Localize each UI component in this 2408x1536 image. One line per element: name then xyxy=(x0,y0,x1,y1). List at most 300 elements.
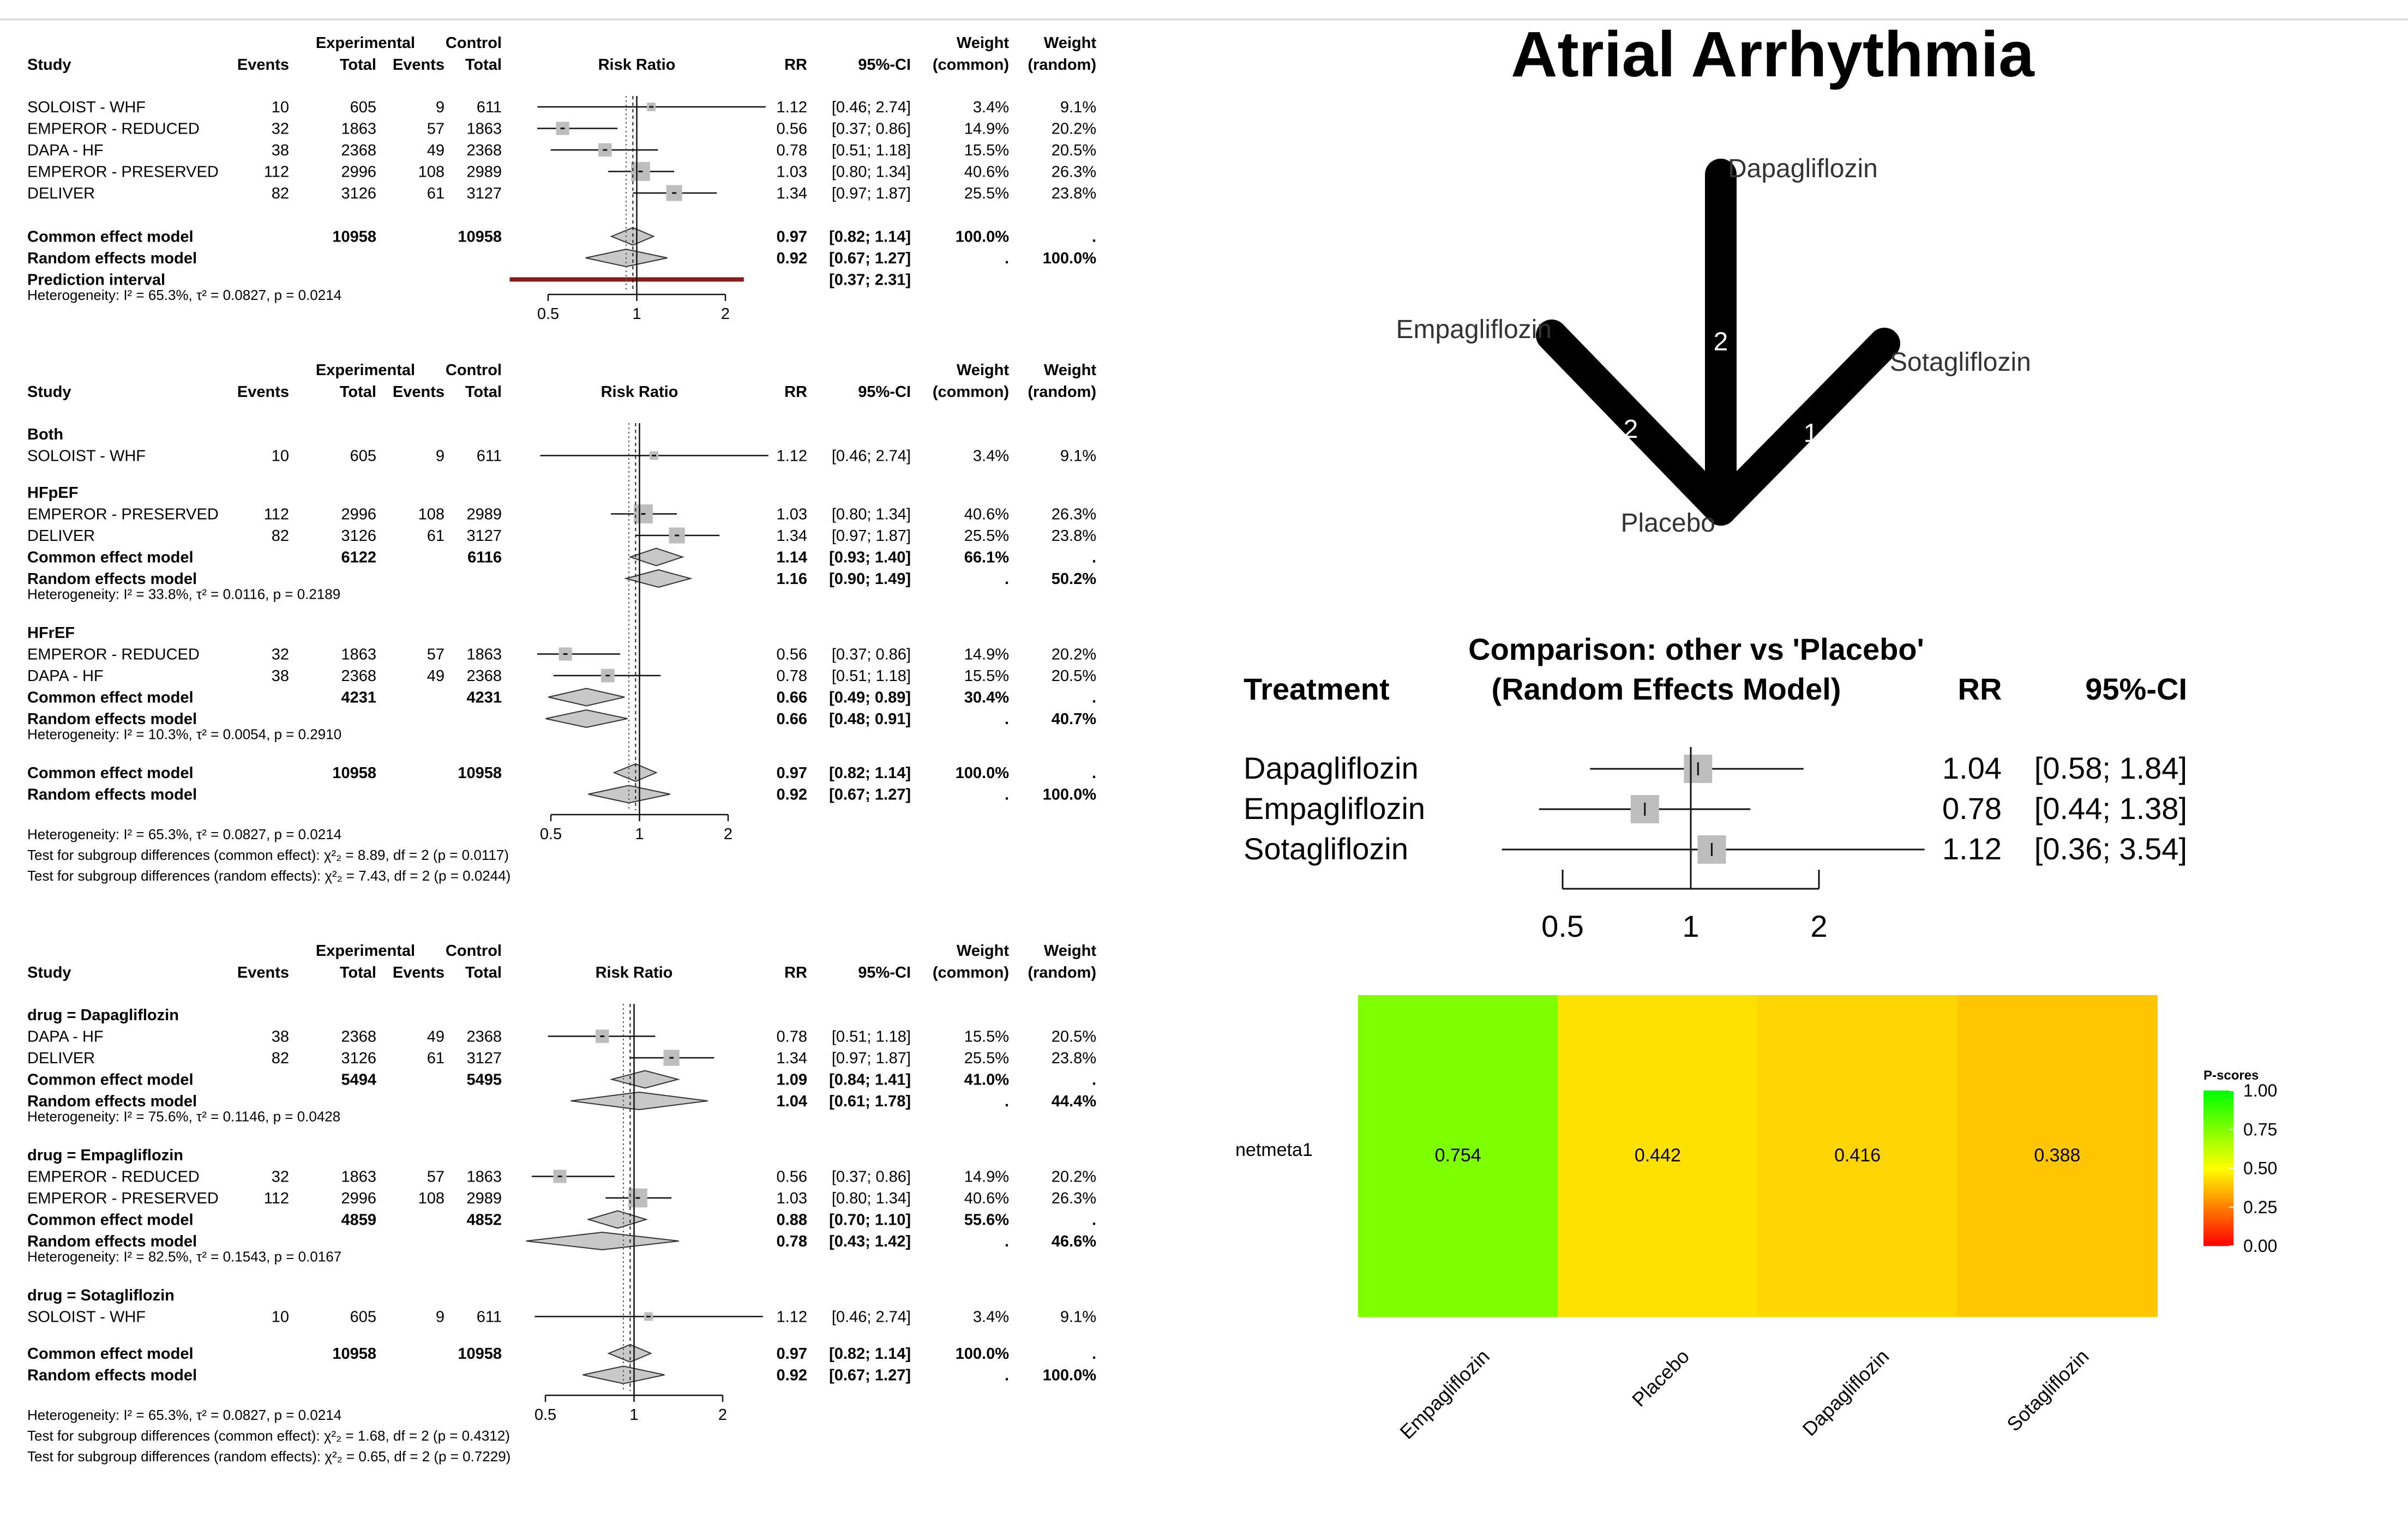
common-diamond xyxy=(612,1071,678,1088)
rr-value: 0.92 xyxy=(776,250,807,267)
nma-axis-tick-label: 1 xyxy=(1682,909,1700,943)
weight-common-value: . xyxy=(1004,1366,1009,1384)
x-axis-tick-label: 2 xyxy=(723,826,733,843)
ci-value: [0.93; 1.40] xyxy=(829,549,911,567)
rr-value: 1.34 xyxy=(776,1050,807,1067)
weight-random-value: 23.8% xyxy=(1051,185,1096,202)
exp-events: 32 xyxy=(271,646,289,664)
ci-value: [0.37; 0.86] xyxy=(831,646,911,664)
rr-value: 1.03 xyxy=(776,505,807,523)
header-weight-common: Weight xyxy=(956,942,1009,960)
common-label: Common effect model xyxy=(27,1345,194,1363)
ctrl-total: 611 xyxy=(476,1308,502,1326)
weight-common-value: 100.0% xyxy=(955,228,1009,246)
header-common: (common) xyxy=(932,964,1009,981)
ci-value: [0.67; 1.27] xyxy=(829,1366,911,1384)
study-label: DAPA - HF xyxy=(27,142,104,159)
prediction-label: Prediction interval xyxy=(27,271,166,289)
header-exp-events: Events xyxy=(237,383,289,401)
header-ci: 95%-CI xyxy=(858,56,911,74)
ctrl-events: 108 xyxy=(418,1190,445,1207)
random-label: Random effects model xyxy=(27,1366,197,1384)
exp-total: 605 xyxy=(350,99,376,116)
legend-tick-label: 0.75 xyxy=(2243,1119,2278,1140)
ci-value: [0.80; 1.34] xyxy=(831,505,911,523)
ci-value: [0.61; 1.78] xyxy=(829,1093,911,1110)
ctrl-total: 6116 xyxy=(467,549,502,567)
weight-common-value: 25.5% xyxy=(964,527,1009,545)
weight-random-value: 9.1% xyxy=(1060,447,1096,465)
subgroup-heterogeneity: Heterogeneity: I² = 33.8%, τ² = 0.0116, p = 0.2189 xyxy=(27,586,341,603)
random-diamond xyxy=(571,1092,708,1110)
exp-total: 2368 xyxy=(341,667,376,685)
nma-forest-plot xyxy=(1244,632,2187,943)
ctrl-total: 611 xyxy=(476,99,502,116)
edge-study-count: 2 xyxy=(1713,327,1728,357)
nma-rr-value: 1.12 xyxy=(1942,832,2002,866)
weight-random-value: 20.2% xyxy=(1051,646,1096,664)
header-ctrl-total: Total xyxy=(465,56,502,74)
ci-value: [0.43; 1.42] xyxy=(829,1233,911,1250)
footer-text-2: Test for subgroup differences (random effects): χ²₂ = 0.65, df = 2 (p = 0.7229) xyxy=(27,1448,511,1465)
nma-col-treatment: Treatment xyxy=(1244,672,1390,706)
network-edge xyxy=(1721,344,1884,510)
weight-random-value: 44.4% xyxy=(1051,1093,1096,1110)
header-control: Control xyxy=(445,34,502,52)
weight-common-value: . xyxy=(1004,570,1009,588)
rr-value: 1.03 xyxy=(776,1190,807,1207)
header-control: Control xyxy=(445,942,502,960)
prediction-interval-bar xyxy=(509,278,743,282)
ctrl-events: 9 xyxy=(435,447,445,465)
nma-treatment-label: Sotagliflozin xyxy=(1244,832,1408,866)
study-label: SOLOIST - WHF xyxy=(27,1308,146,1326)
rr-value: 1.34 xyxy=(776,185,807,202)
ci-value: [0.46; 2.74] xyxy=(831,1308,911,1326)
exp-total: 2368 xyxy=(341,1028,376,1046)
weight-random-value: 20.5% xyxy=(1051,667,1096,685)
nma-rr-value: 1.04 xyxy=(1942,751,2002,785)
ci-value: [0.82; 1.14] xyxy=(829,1345,911,1363)
rr-value: 1.12 xyxy=(776,99,807,116)
weight-random-value: 26.3% xyxy=(1051,1190,1096,1207)
exp-total: 10958 xyxy=(332,764,376,782)
exp-events: 38 xyxy=(271,142,289,159)
weight-random-value: 20.2% xyxy=(1051,1168,1096,1186)
prediction-ci: [0.37; 2.31] xyxy=(829,271,911,289)
weight-common-value: 30.4% xyxy=(964,689,1009,707)
nma-col-ci: 95%-CI xyxy=(2085,672,2187,706)
common-label: Common effect model xyxy=(27,689,194,707)
forest-plot-hf-subgroup xyxy=(27,362,1096,884)
header-risk-ratio: Risk Ratio xyxy=(595,964,673,981)
exp-total: 6122 xyxy=(341,549,376,567)
ci-value: [0.97; 1.87] xyxy=(831,185,911,202)
ci-value: [0.46; 2.74] xyxy=(831,447,911,465)
header-exp-total: Total xyxy=(339,383,376,401)
rr-value: 0.88 xyxy=(776,1211,807,1229)
rr-value: 0.56 xyxy=(776,646,807,664)
ctrl-total: 1863 xyxy=(466,1168,502,1186)
weight-common-value: 14.9% xyxy=(964,1168,1009,1186)
exp-events: 112 xyxy=(263,1190,289,1207)
header-exp-total: Total xyxy=(339,56,376,74)
study-label: EMPEROR - PRESERVED xyxy=(27,505,219,523)
heatmap-column-label: Sotagliflozin xyxy=(2002,1345,2093,1436)
weight-random-value: . xyxy=(1091,228,1096,246)
weight-common-value: 25.5% xyxy=(964,185,1009,202)
study-label: EMPEROR - REDUCED xyxy=(27,646,200,664)
weight-common-value: 40.6% xyxy=(964,1190,1009,1207)
exp-events: 82 xyxy=(271,1050,289,1067)
random-diamond xyxy=(545,710,627,727)
nma-rr-value: 0.78 xyxy=(1942,791,2002,826)
exp-events: 10 xyxy=(271,447,289,465)
header-rr: RR xyxy=(784,56,807,74)
edge-study-count: 1 xyxy=(1803,419,1818,448)
ctrl-events: 49 xyxy=(427,667,445,685)
rr-value: 0.56 xyxy=(776,1168,807,1186)
ci-value: [0.82; 1.14] xyxy=(829,228,911,246)
nma-col-rr: RR xyxy=(1957,672,2002,706)
study-label: DELIVER xyxy=(27,1050,95,1067)
exp-events: 112 xyxy=(263,163,289,181)
header-control: Control xyxy=(445,362,502,379)
rr-value: 1.12 xyxy=(776,447,807,465)
ctrl-events: 9 xyxy=(435,99,445,116)
header-exp-total: Total xyxy=(339,964,376,981)
header-rr: RR xyxy=(784,383,807,401)
subgroup-heading: Both xyxy=(27,426,64,443)
rr-value: 0.56 xyxy=(776,120,807,138)
ctrl-total: 10958 xyxy=(458,764,502,782)
exp-events: 32 xyxy=(271,120,289,138)
weight-common-value: 15.5% xyxy=(964,142,1009,159)
common-diamond xyxy=(548,689,624,706)
weight-common-value: 14.9% xyxy=(964,120,1009,138)
weight-random-value: 100.0% xyxy=(1042,1366,1096,1384)
heatmap-cell-value: 0.388 xyxy=(2034,1145,2081,1166)
rr-value: 0.78 xyxy=(776,1233,807,1250)
weight-common-value: . xyxy=(1004,786,1009,804)
exp-total: 5494 xyxy=(341,1071,376,1089)
ctrl-total: 2368 xyxy=(466,142,502,159)
subgroup-heading: drug = Sotagliflozin xyxy=(27,1287,175,1304)
ctrl-total: 3127 xyxy=(466,527,502,545)
ci-value: [0.37; 0.86] xyxy=(831,1168,911,1186)
ci-value: [0.80; 1.34] xyxy=(831,163,911,181)
common-diamond xyxy=(630,549,682,566)
weight-common-value: . xyxy=(1004,250,1009,267)
exp-total: 3126 xyxy=(341,527,376,545)
header-study: Study xyxy=(27,383,71,401)
weight-common-value: 100.0% xyxy=(955,764,1009,782)
study-label: DAPA - HF xyxy=(27,1028,104,1046)
legend-tick-label: 0.25 xyxy=(2243,1197,2278,1217)
exp-total: 4231 xyxy=(341,689,376,707)
weight-random-value: 50.2% xyxy=(1051,570,1096,588)
rr-value: 0.78 xyxy=(776,142,807,159)
weight-common-value: 100.0% xyxy=(955,1345,1009,1363)
weight-random-value: 40.7% xyxy=(1051,710,1096,728)
weight-random-value: . xyxy=(1091,1211,1096,1229)
heatmap-column-label: Placebo xyxy=(1628,1345,1694,1411)
ctrl-events: 49 xyxy=(427,142,445,159)
weight-random-value: 20.2% xyxy=(1051,120,1096,138)
subgroup-heterogeneity: Heterogeneity: I² = 82.5%, τ² = 0.1543, p = 0.0167 xyxy=(27,1248,342,1265)
header-experimental: Experimental xyxy=(315,34,416,52)
ctrl-events: 108 xyxy=(418,505,445,523)
header-experimental: Experimental xyxy=(315,942,416,960)
study-label: EMPEROR - PRESERVED xyxy=(27,163,219,181)
rr-value: 0.92 xyxy=(776,786,807,804)
legend-colorbar xyxy=(2203,1091,2233,1246)
common-label: Common effect model xyxy=(27,1211,194,1229)
x-axis-tick-label: 1 xyxy=(635,826,644,843)
rr-value: 1.09 xyxy=(776,1071,807,1089)
exp-total: 4859 xyxy=(341,1211,376,1229)
weight-common-value: 15.5% xyxy=(964,667,1009,685)
heatmap-cell-value: 0.442 xyxy=(1634,1145,1681,1166)
ctrl-total: 4231 xyxy=(466,689,502,707)
network-node-label: Empagliflozin xyxy=(1396,315,1552,344)
nma-title: Comparison: other vs 'Placebo' xyxy=(1468,632,1924,666)
heterogeneity-text: Heterogeneity: I² = 65.3%, τ² = 0.0827, p = 0.0214 xyxy=(27,287,342,303)
exp-events: 82 xyxy=(271,527,289,545)
weight-random-value: 46.6% xyxy=(1051,1233,1096,1250)
ci-value: [0.49; 0.89] xyxy=(829,689,911,707)
random-diamond xyxy=(526,1232,679,1250)
study-label: DAPA - HF xyxy=(27,667,104,685)
header-common: (common) xyxy=(932,56,1009,74)
header-weight-common: Weight xyxy=(956,34,1009,52)
heatmap-column-label: Empagliflozin xyxy=(1395,1345,1494,1444)
ctrl-total: 2989 xyxy=(466,505,502,523)
edge-study-count: 2 xyxy=(1623,415,1638,444)
ctrl-events: 57 xyxy=(427,1168,445,1186)
weight-common-value: . xyxy=(1004,1093,1009,1110)
rr-value: 1.14 xyxy=(776,549,807,567)
header-ci: 95%-CI xyxy=(858,383,911,401)
ci-value: [0.51; 1.18] xyxy=(831,1028,911,1046)
weight-random-value: . xyxy=(1091,549,1096,567)
subgroup-heading: HFpEF xyxy=(27,484,79,502)
ctrl-events: 9 xyxy=(435,1308,445,1326)
weight-common-value: 3.4% xyxy=(972,99,1009,116)
weight-random-value: 100.0% xyxy=(1042,250,1096,267)
nma-treatment-label: Dapagliflozin xyxy=(1244,751,1419,785)
weight-random-value: 23.8% xyxy=(1051,1050,1096,1067)
exp-total: 605 xyxy=(350,1308,376,1326)
header-risk-ratio: Risk Ratio xyxy=(601,383,678,401)
header-exp-events: Events xyxy=(237,964,289,981)
rr-value: 0.92 xyxy=(776,1366,807,1384)
header-risk-ratio: Risk Ratio xyxy=(598,56,676,74)
weight-common-value: 66.1% xyxy=(964,549,1009,567)
network-node-label: Dapagliflozin xyxy=(1728,154,1878,183)
exp-total: 1863 xyxy=(341,1168,376,1186)
header-rr: RR xyxy=(784,964,807,981)
ctrl-total: 10958 xyxy=(458,228,502,246)
weight-random-value: . xyxy=(1091,1345,1096,1363)
ctrl-total: 2368 xyxy=(466,1028,502,1046)
rr-value: 0.66 xyxy=(776,710,807,728)
weight-random-value: . xyxy=(1091,1071,1096,1089)
exp-events: 82 xyxy=(271,185,289,202)
header-weight-random: Weight xyxy=(1043,942,1096,960)
x-axis-tick-label: 1 xyxy=(632,305,641,323)
subgroup-heading: drug = Empagliflozin xyxy=(27,1147,183,1164)
legend-title: P-scores xyxy=(2203,1068,2259,1083)
ctrl-total: 2989 xyxy=(466,163,502,181)
footer-text-2: Test for subgroup differences (random effects): χ²₂ = 7.43, df = 2 (p = 0.0244) xyxy=(27,868,511,884)
exp-events: 10 xyxy=(271,99,289,116)
weight-random-value: 9.1% xyxy=(1060,99,1096,116)
heatmap-cell-value: 0.416 xyxy=(1834,1145,1881,1166)
nma-ci-value: [0.44; 1.38] xyxy=(2034,791,2187,826)
random-diamond xyxy=(626,570,690,587)
common-diamond xyxy=(589,1211,646,1228)
legend-tick-label: 0.50 xyxy=(2243,1158,2278,1178)
exp-total: 3126 xyxy=(341,1050,376,1067)
header-ctrl-total: Total xyxy=(465,964,502,981)
weight-common-value: . xyxy=(1004,1233,1009,1250)
nma-ci-value: [0.36; 3.54] xyxy=(2034,832,2187,866)
exp-total: 2996 xyxy=(341,505,376,523)
ctrl-total: 611 xyxy=(476,447,502,465)
subgroup-heading: drug = Dapagliflozin xyxy=(27,1007,179,1024)
random-label: Random effects model xyxy=(27,1093,197,1110)
random-label: Random effects model xyxy=(27,1233,197,1250)
subgroup-heading: HFrEF xyxy=(27,624,75,642)
ci-value: [0.67; 1.27] xyxy=(829,786,911,804)
rr-value: 0.97 xyxy=(776,764,807,782)
weight-random-value: . xyxy=(1091,764,1096,782)
exp-events: 10 xyxy=(271,1308,289,1326)
ci-value: [0.80; 1.34] xyxy=(831,1190,911,1207)
header-ctrl-events: Events xyxy=(392,383,445,401)
ctrl-events: 49 xyxy=(427,1028,445,1046)
ci-value: [0.46; 2.74] xyxy=(831,99,911,116)
footer-text-1: Test for subgroup differences (common effect): χ²₂ = 1.68, df = 2 (p = 0.4312) xyxy=(27,1427,510,1444)
ci-value: [0.37; 0.86] xyxy=(831,120,911,138)
weight-common-value: 40.6% xyxy=(964,163,1009,181)
exp-total: 2996 xyxy=(341,163,376,181)
header-common: (common) xyxy=(932,383,1009,401)
ctrl-total: 4852 xyxy=(466,1211,502,1229)
subgroup-heterogeneity: Heterogeneity: I² = 10.3%, τ² = 0.0054, p = 0.2910 xyxy=(27,726,342,743)
rr-value: 1.34 xyxy=(776,527,807,545)
study-label: EMPEROR - PRESERVED xyxy=(27,1190,219,1207)
exp-total: 1863 xyxy=(341,646,376,664)
ctrl-total: 1863 xyxy=(466,646,502,664)
study-label: EMPEROR - REDUCED xyxy=(27,1168,200,1186)
weight-random-value: 9.1% xyxy=(1060,1308,1096,1326)
nma-ci-value: [0.58; 1.84] xyxy=(2034,751,2187,785)
ci-value: [0.82; 1.14] xyxy=(829,764,911,782)
ci-value: [0.51; 1.18] xyxy=(831,667,911,685)
weight-common-value: 41.0% xyxy=(964,1071,1009,1089)
header-random: (random) xyxy=(1028,56,1096,74)
weight-common-value: 25.5% xyxy=(964,1050,1009,1067)
exp-events: 112 xyxy=(263,505,289,523)
weight-common-value: 15.5% xyxy=(964,1028,1009,1046)
rr-value: 0.97 xyxy=(776,1345,807,1363)
rr-value: 1.03 xyxy=(776,163,807,181)
ctrl-total: 5495 xyxy=(466,1071,502,1089)
random-label: Random effects model xyxy=(27,786,197,804)
ci-value: [0.97; 1.87] xyxy=(831,527,911,545)
heatmap-cell-value: 0.754 xyxy=(1434,1145,1481,1166)
study-label: DELIVER xyxy=(27,527,95,545)
header-weight-common: Weight xyxy=(956,362,1009,379)
random-label: Random effects model xyxy=(27,710,197,728)
weight-common-value: 55.6% xyxy=(964,1211,1009,1229)
rr-value: 1.12 xyxy=(776,1308,807,1326)
footer-text-0: Heterogeneity: I² = 65.3%, τ² = 0.0827, p = 0.0214 xyxy=(27,1407,342,1423)
footer-text-0: Heterogeneity: I² = 65.3%, τ² = 0.0827, p = 0.0214 xyxy=(27,826,342,842)
exp-total: 2368 xyxy=(341,142,376,159)
exp-total: 2996 xyxy=(341,1190,376,1207)
study-label: DELIVER xyxy=(27,185,95,202)
ctrl-events: 57 xyxy=(427,120,445,138)
rr-value: 1.04 xyxy=(776,1093,807,1110)
weight-common-value: 3.4% xyxy=(972,1308,1009,1326)
exp-events: 38 xyxy=(271,667,289,685)
header-exp-events: Events xyxy=(237,56,289,74)
common-label: Common effect model xyxy=(27,764,194,782)
header-random: (random) xyxy=(1028,383,1096,401)
subgroup-heterogeneity: Heterogeneity: I² = 75.6%, τ² = 0.1146, p = 0.0428 xyxy=(27,1108,341,1125)
network-node-label: Sotagliflozin xyxy=(1890,348,2031,377)
weight-random-value: 20.5% xyxy=(1051,142,1096,159)
footer-text-1: Test for subgroup differences (common effect): χ²₂ = 8.89, df = 2 (p = 0.0117) xyxy=(27,847,509,863)
weight-common-value: . xyxy=(1004,710,1009,728)
nma-axis-tick-label: 0.5 xyxy=(1541,909,1584,943)
header-study: Study xyxy=(27,964,71,981)
ctrl-total: 2368 xyxy=(466,667,502,685)
random-label: Random effects model xyxy=(27,570,197,588)
legend-tick-label: 0.00 xyxy=(2243,1236,2278,1256)
exp-total: 3126 xyxy=(341,185,376,202)
exp-events: 32 xyxy=(271,1168,289,1186)
exp-total: 605 xyxy=(350,447,376,465)
header-random: (random) xyxy=(1028,964,1096,981)
network-graph xyxy=(1396,154,2031,538)
weight-random-value: 26.3% xyxy=(1051,163,1096,181)
ctrl-total: 10958 xyxy=(458,1345,502,1363)
heatmap-column-label: Dapagliflozin xyxy=(1798,1345,1894,1441)
ci-value: [0.51; 1.18] xyxy=(831,142,911,159)
pscore-heatmap xyxy=(1235,995,2277,1443)
weight-random-value: 20.5% xyxy=(1051,1028,1096,1046)
ctrl-events: 57 xyxy=(427,646,445,664)
ctrl-total: 2989 xyxy=(466,1190,502,1207)
x-axis-tick-label: 2 xyxy=(718,1406,728,1424)
legend-tick-label: 1.00 xyxy=(2243,1081,2278,1100)
ci-value: [0.70; 1.10] xyxy=(829,1211,911,1229)
common-label: Common effect model xyxy=(27,228,194,246)
ctrl-events: 108 xyxy=(418,163,445,181)
exp-events: 38 xyxy=(271,1028,289,1046)
ci-value: [0.97; 1.87] xyxy=(831,1050,911,1067)
exp-total: 10958 xyxy=(332,228,376,246)
weight-common-value: 14.9% xyxy=(964,646,1009,664)
figure-title: Atrial Arrhythmia xyxy=(1511,19,2034,91)
ctrl-total: 1863 xyxy=(466,120,502,138)
weight-random-value: 26.3% xyxy=(1051,505,1096,523)
nma-subtitle: (Random Effects Model) xyxy=(1491,672,1841,706)
